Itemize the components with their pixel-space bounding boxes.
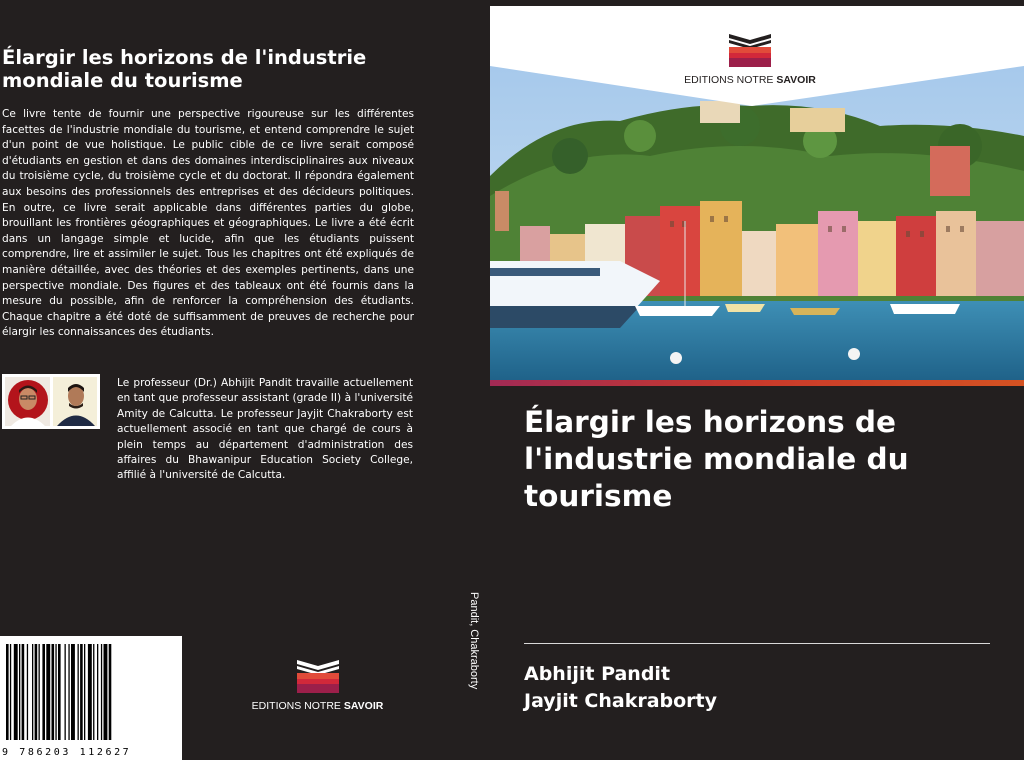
barcode-icon xyxy=(0,636,182,744)
publisher-logo-back xyxy=(250,656,385,720)
isbn-barcode xyxy=(0,636,182,760)
author-photos xyxy=(2,374,100,429)
publisher-name-bold: SAVOIR xyxy=(776,74,816,86)
publisher-name-light: EDITIONS NOTRE xyxy=(251,700,344,712)
back-cover-title: Élargir les horizons de l'industrie mondiale du tourisme xyxy=(2,46,367,92)
author-name: Abhijit Pandit xyxy=(524,663,671,685)
publisher-name-light: EDITIONS NOTRE xyxy=(684,74,777,86)
book-spine xyxy=(455,592,495,732)
author-photo-chakraborty xyxy=(53,377,98,426)
publisher-name-bold: SAVOIR xyxy=(343,700,384,712)
publisher-name-back xyxy=(250,700,385,712)
publisher-name-front xyxy=(675,74,825,86)
portrait-icon xyxy=(53,377,98,426)
isbn-number: 9 786203 112627 xyxy=(2,747,132,758)
publisher-logo-front xyxy=(675,30,825,86)
spine-authors: Pandit, Chakraborty xyxy=(468,592,480,690)
author-photo-pandit xyxy=(5,377,50,426)
front-authors xyxy=(524,661,717,715)
back-cover-blurb: Ce livre tente de fournir une perspective rigoureuse sur les différentes facettes de l'industrie mondiale du tourisme, et entend comprendre le sujet d'un point de vue holistique. Le public cible de ce livre serait composé d'étudiants en gestion et dans des domaines interdisciplinaires aux niveaux du troisième cycle, du troisième cycle et du doctorat. Il répondra également aux besoins des professionnels des entreprises et des décideurs politiques. En outre, ce livre serait applicable dans différentes parties du globe, brouillant les frontières géographiques et géographiques. Le livre a été écrit dans un langage simple et lucide, afin que les étudiants puissent comprendre, lire et assimiler le sujet. Tous les chapitres ont été expliqués de manière détaillée, avec des théories et des exemples pertinents, dans une perspective mondiale. Des figures et des tableaux ont été fournis dans la mesure du possible, afin de renforcer la compréhension des étudiants. Chaque chapitre a été doté de suffisamment de preuves de recherche pour élargir les connaissances des étudiants. xyxy=(2,108,414,339)
book-stack-icon xyxy=(725,30,775,70)
portrait-icon xyxy=(5,377,50,426)
book-stack-icon xyxy=(293,656,343,696)
author-name: Jayjit Chakraborty xyxy=(524,690,718,712)
front-cover-title: Élargir les horizons de l'industrie mondiale du tourisme xyxy=(524,405,909,513)
author-bio: Le professeur (Dr.) Abhijit Pandit travaille actuellement en tant que professeur assistant (grade II) à l'université Amity de Calcutta. Le professeur Jayjit Chakraborty est actuellement associé en tant que chargé de cours à plein temps au département d'administration des affaires du Bhawanipur Education Society College, affilié à l'université de Calcutta. xyxy=(117,377,413,482)
back-cover xyxy=(0,0,465,760)
front-divider xyxy=(524,643,990,644)
